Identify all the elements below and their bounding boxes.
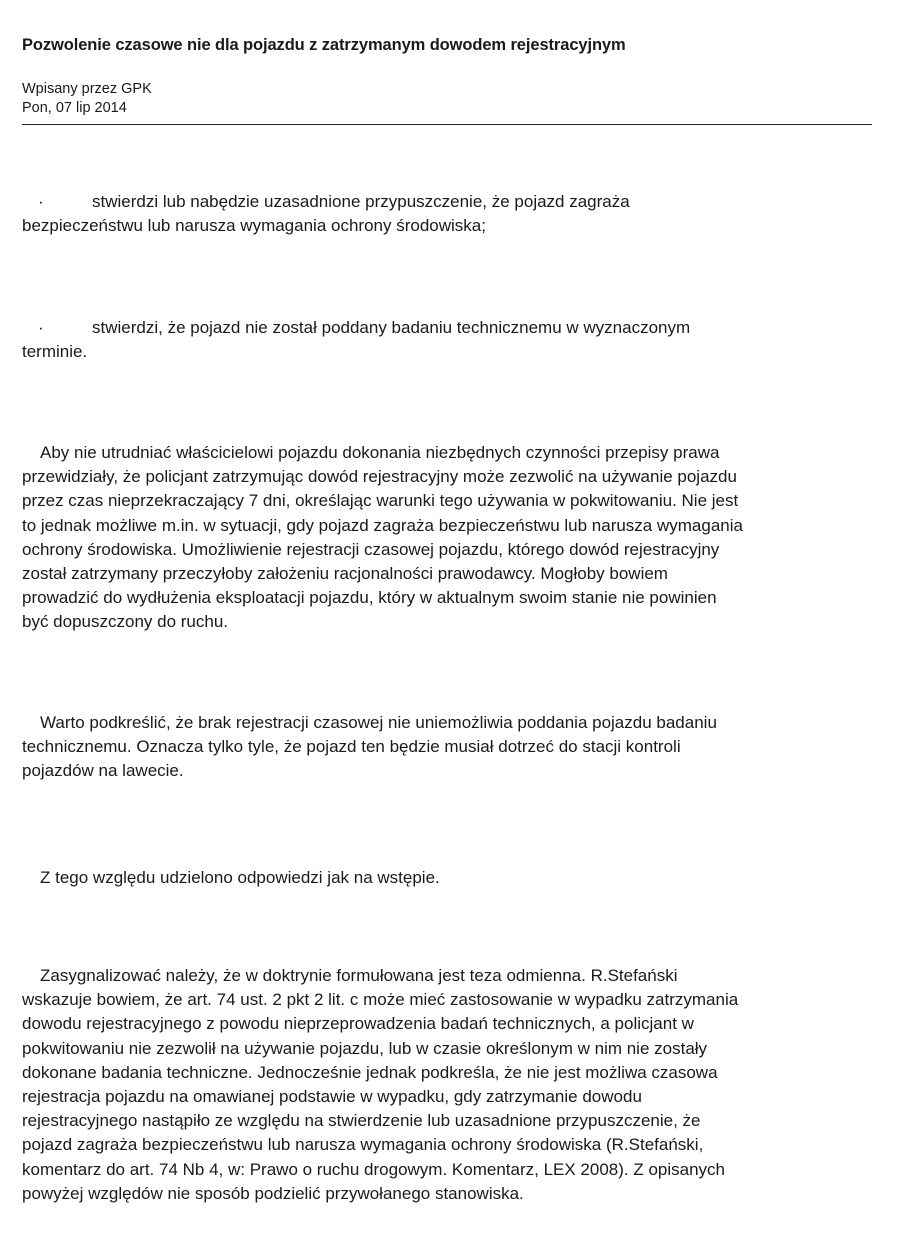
paragraph-line: rejestracyjnego nastąpiło ze względu na stwierdzenie lub uzasadnione przypuszczenie, że: [22, 1111, 701, 1131]
bullet-line: bezpieczeństwu lub narusza wymagania ochrony środowiska;: [22, 216, 486, 236]
paragraph-line: ochrony środowiska. Umożliwienie rejestracji czasowej pojazdu, którego dowód rejestracyjny: [22, 539, 720, 559]
paragraph-line: został zatrzymany przeczyłoby założeniu racjonalności prawodawcy. Mogłoby bowiem: [22, 564, 668, 584]
paragraph-line: Warto podkreślić, że brak rejestracji czasowej nie uniemożliwia poddania pojazdu badaniu: [40, 713, 717, 732]
paragraph-line: dokonane badania techniczne. Jednocześnie jednak podkreśla, że nie jest możliwa czasowa: [22, 1062, 718, 1082]
paragraph: [22, 866, 882, 890]
paragraph-line: powyżej względów nie sposób podzielić przywołanego stanowiska.: [22, 1183, 524, 1203]
bullet-line: terminie.: [22, 342, 88, 362]
header-divider: [22, 124, 872, 125]
paragraph-line: rejestracja pojazdu na omawianej podstawie w wypadku, gdy zatrzymanie dowodu: [22, 1087, 642, 1107]
paragraph: [22, 441, 882, 635]
bullet-item: [22, 316, 882, 364]
paragraph-line: prowadzić do wydłużenia eksploatacji pojazdu, który w aktualnym swoim stanie nie powinien: [22, 588, 717, 608]
paragraph-line: Zasygnalizować należy, że w doktrynie formułowana jest teza odmienna. R.Stefański: [40, 966, 678, 985]
paragraph-line: wskazuje bowiem, że art. 74 ust. 2 pkt 2 lit. c może mieć zastosowanie w wypadku zatrzymania: [22, 990, 739, 1010]
bullet-line: · stwierdzi, że pojazd nie został poddany badaniu technicznemu w wyznaczonym: [22, 316, 882, 340]
paragraph: [22, 711, 882, 784]
paragraph-line: przez czas nieprzekraczający 7 dni, określając warunki tego używania w pokwitowaniu. Nie jest: [22, 491, 739, 511]
paragraph-line: pokwitowaniu nie zezwolił na używanie pojazdu, lub w czasie określonym w nim nie zostały: [22, 1038, 708, 1058]
paragraph-line: Aby nie utrudniać właścicielowi pojazdu dokonania niezbędnych czynności przepisy prawa: [40, 443, 720, 462]
paragraph: [22, 964, 882, 1206]
article-title: Pozwolenie czasowe nie dla pojazdu z zatrzymanym dowodem rejestracyjnym: [22, 36, 626, 54]
paragraph-line: komentarz do art. 74 Nb 4, w: Prawo o ruchu drogowym. Komentarz, LEX 2008). Z opisanych: [22, 1159, 726, 1179]
bullet-dot: ·: [38, 318, 44, 337]
date-line: Pon, 07 lip 2014: [22, 100, 127, 116]
bullet-dot: ·: [38, 192, 44, 211]
paragraph-line: pojazdów na lawecie.: [22, 761, 184, 781]
article-meta: [22, 80, 152, 118]
paragraph-line: przewidziały, że policjant zatrzymując dowód rejestracyjny może zezwolić na używanie pojazdu: [22, 467, 737, 487]
paragraph-line: technicznemu. Oznacza tylko tyle, że pojazd ten będzie musiał dotrzeć do stacji kontroli: [22, 737, 681, 757]
paragraph-line: dowodu rejestracyjnego z powodu nieprzeprowadzenia badań technicznych, a policjant w: [22, 1014, 694, 1034]
paragraph-line: to jednak możliwe m.in. w sytuacji, gdy pojazd zagraża bezpieczeństwu lub narusza wymagania: [22, 515, 743, 535]
bullet-item: [22, 190, 882, 238]
bullet-line: · stwierdzi lub nabędzie uzasadnione przypuszczenie, że pojazd zagraża: [22, 190, 882, 214]
paragraph-line: Z tego względu udzielono odpowiedzi jak na wstępie.: [40, 868, 440, 887]
author-line: Wpisany przez GPK: [22, 81, 152, 97]
paragraph-line: być dopuszczony do ruchu.: [22, 612, 229, 632]
paragraph-line: pojazd zagraża bezpieczeństwu lub narusza wymagania ochrony środowiska (R.Stefański,: [22, 1135, 704, 1155]
